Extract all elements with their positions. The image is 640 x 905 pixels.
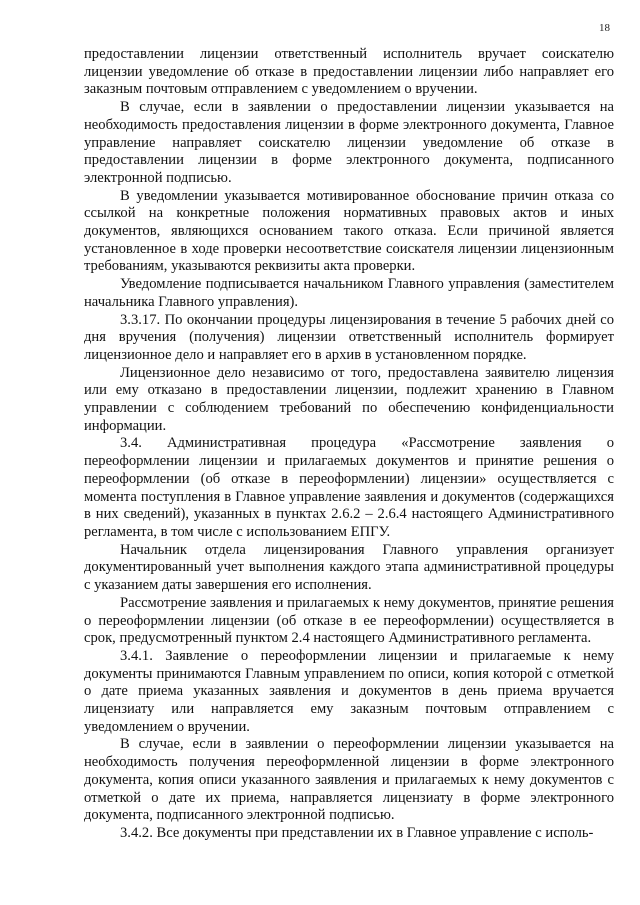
paragraph-review-term: Рассмотрение заявления и прилагаемых к нему документов, принятие решения о переоформлении лицензии (об отказе в ее переоформлении) осуществляется в срок, предусмотренный пунктом 2.4 настоящего Административного регламента.: [84, 594, 614, 647]
paragraph-license-file-storage: Лицензионное дело независимо от того, предоставлена заявителю лицензия или ему отказано в предоставлении лицензии, подлежит хранению в Главном управлении с соблюдением требований по обеспечению конфиденциальности информации.: [84, 364, 614, 434]
paragraph-3-4-2: 3.4.2. Все документы при представлении их в Главное управление с исполь-: [120, 824, 594, 841]
document-body: [84, 46, 614, 843]
paragraph-notice-signature: Уведомление подписывается начальником Главного управления (заместителем начальника Главного управления).: [84, 276, 614, 310]
paragraph-refusal-grounds: В уведомлении указывается мотивированное обоснование причин отказа со ссылкой на конкретные положения нормативных правовых актов и иных документов, являющихся основанием такого отказа. Если причиной является установленное в ходе проверки несоответствие соискателя лицензии лицензионным требованиям, указываются реквизиты акта проверки.: [84, 187, 614, 275]
paragraph-3-3-17: 3.3.17. По окончании процедуры лицензирования в течение 5 рабочих дней со дня вручения (получения) лицензии ответственный исполнитель формирует лицензионное дело и направляет его в архив в установленном порядке.: [84, 311, 614, 363]
paragraph-department-head: Начальник отдела лицензирования Главного управления организует документированный учет выполнения каждого этапа административной процедуры с указанием даты завершения его исполнения.: [84, 541, 614, 594]
paragraph-3-4-1: 3.4.1. Заявление о переоформлении лицензии и прилагаемые к нему документы принимаются Главным управлением по описи, копия которой с отметкой о дате приема указанных заявления и документов в день приема вручается лицензиату или направляется ему заказным почтовым отправлением с уведомлением о вручении.: [84, 647, 614, 735]
paragraph-3-4: 3.4. Административная процедура «Рассмотрение заявления о переоформлении лицензии и прилагаемых документов и принятие решения о переоформлении (об отказе в переоформлении) лицензии» осуществляется с момента поступления в Главное управление заявления и документов (содержащихся в них сведений), указанных в пунктах 2.6.2 – 2.6.4 настоящего Административного регламента, в том числе с использованием ЕПГУ.: [84, 435, 614, 540]
page-number: 18: [599, 22, 610, 34]
paragraph-continuation: предоставлении лицензии ответственный исполнитель вручает соискателю лицензии уведомление об отказе в предоставлении лицензии либо направляет его заказным почтовым отправлением с уведомлением о вручении.: [84, 46, 614, 98]
paragraph-electronic-copy: В случае, если в заявлении о переоформлении лицензии указывается на необходимость получения переоформленной лицензии в форме электронного документа, копия описи указанного заявления и прилагаемых к нему документов с отметкой о дате их приема, направляется лицензиату в форме электронного документа, подписанного электронной подписью.: [84, 736, 614, 824]
paragraph-electronic-refusal: В случае, если в заявлении о предоставлении лицензии указывается на необходимость предоставления лицензии в форме электронного документа, Главное управление направляет соискателю лицензии уведомление об отказе в предоставлении лицензии в форме электронного документа, подписанного электронной подписью.: [84, 99, 614, 186]
